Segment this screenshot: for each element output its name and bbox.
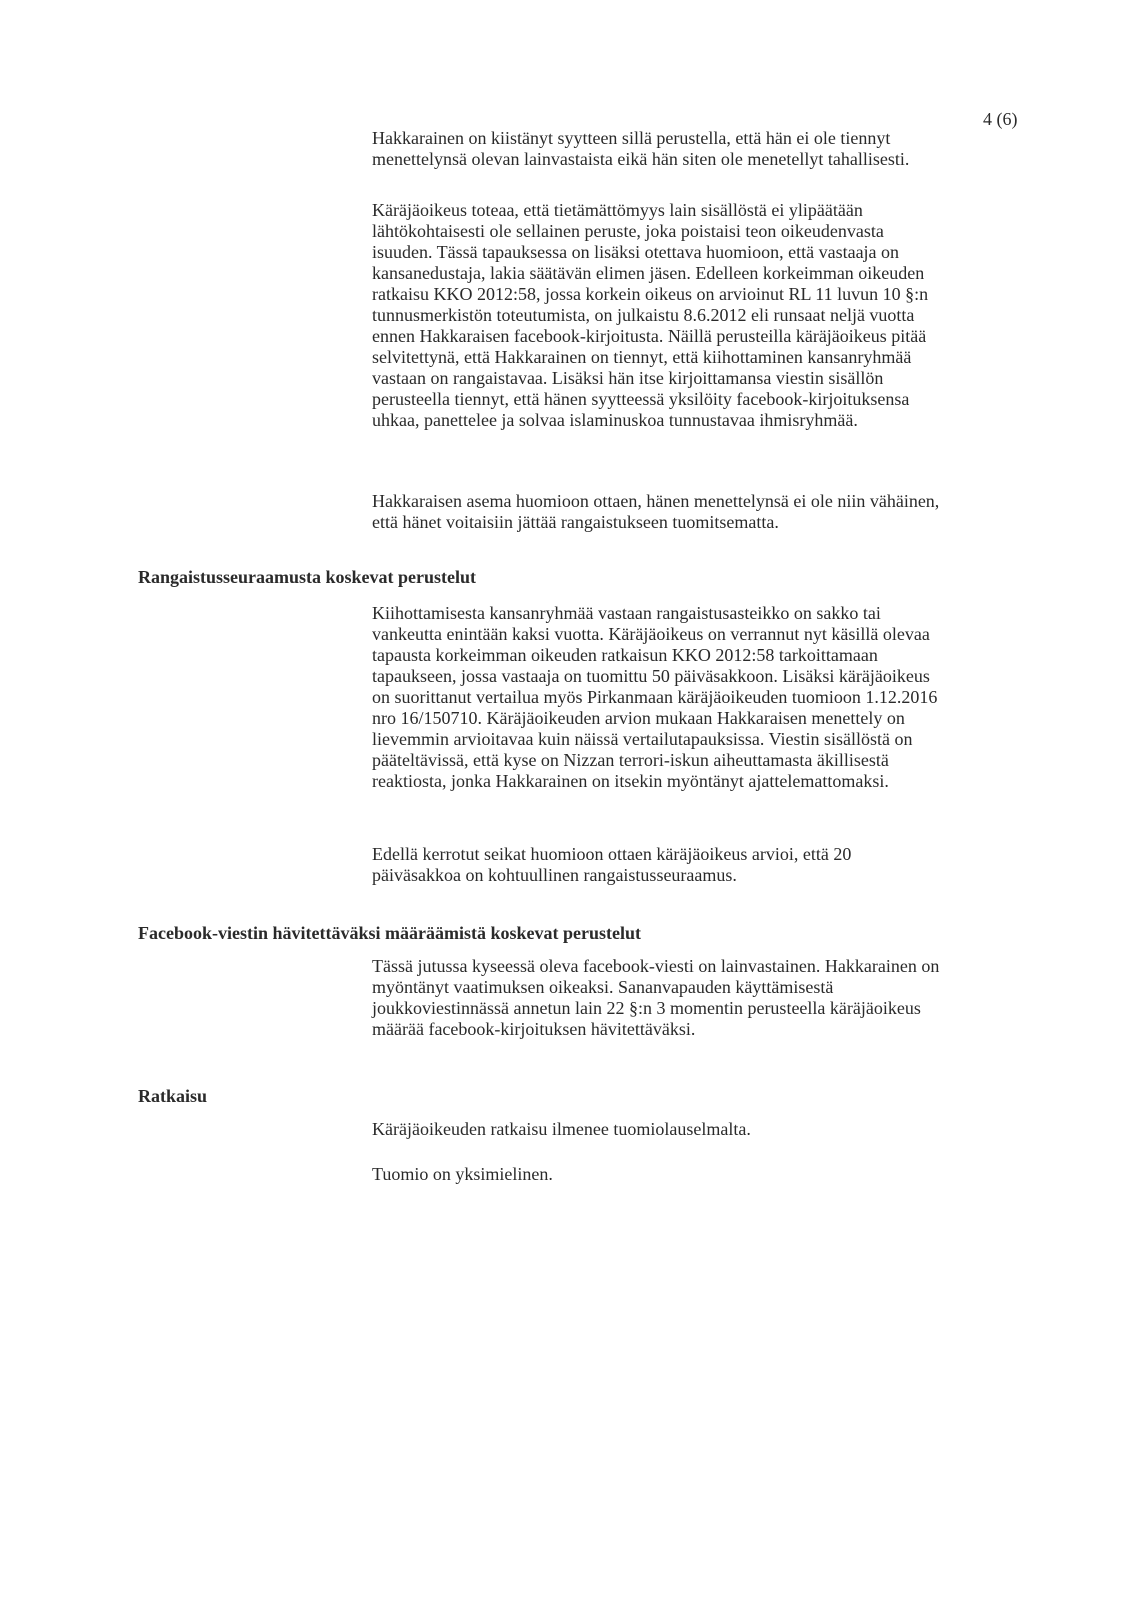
- paragraph-4: [372, 603, 1072, 792]
- paragraph-8: [372, 1164, 1072, 1185]
- text-line: lähtökohtaisesti ole sellainen peruste, joka poistaisi teon oikeudenvasta: [372, 221, 884, 241]
- paragraph-5: [372, 844, 1072, 886]
- text-line: kansanedustaja, lakia säätävän elimen jäsen. Edelleen korkeimman oikeuden: [372, 263, 925, 283]
- paragraph-7: [372, 1119, 1072, 1140]
- paragraph-2: [372, 200, 1072, 431]
- text-line: joukkoviestinnässä annetun lain 22 §:n 3 momentin perusteella käräjäoikeus: [372, 998, 921, 1018]
- text-line: myöntänyt vaatimuksen oikeaksi. Sananvapauden käyttämisestä: [372, 977, 834, 997]
- text-line: menettelynsä olevan lainvastaista eikä hän siten ole menetellyt tahallisesti.: [372, 149, 910, 169]
- text-line: Hakkarainen on kiistänyt syytteen sillä perustella, että hän ei ole tiennyt: [372, 128, 891, 148]
- text-line: määrää facebook-kirjoituksen hävitettäväksi.: [372, 1019, 696, 1039]
- text-line: uhkaa, panettelee ja solvaa islaminuskoa tunnustavaa ihmisryhmää.: [372, 410, 858, 430]
- paragraph-6: [372, 956, 1072, 1040]
- text-line: Hakkaraisen asema huomioon ottaen, hänen menettelynsä ei ole niin vähäinen,: [372, 491, 940, 511]
- text-line: nro 16/150710. Käräjäoikeuden arvion mukaan Hakkaraisen menettely on: [372, 708, 905, 728]
- text-line: reaktiosta, jonka Hakkarainen on itsekin myöntänyt ajattelemattomaksi.: [372, 771, 889, 791]
- paragraph-1: [372, 128, 1072, 170]
- page-number: 4 (6): [983, 109, 1018, 129]
- text-line: Edellä kerrotut seikat huomioon ottaen käräjäoikeus arvioi, että 20: [372, 844, 852, 864]
- text-line: pääteltävissä, että kyse on Nizzan terrori-iskun aiheuttamasta äkillisestä: [372, 750, 889, 770]
- text-line: päiväsakkoa on kohtuullinen rangaistusseuraamus.: [372, 865, 737, 885]
- text-line: perusteella tiennyt, että hänen syytteessä yksilöity facebook-kirjoituksensa: [372, 389, 910, 409]
- section-heading: Ratkaisu: [138, 1086, 208, 1106]
- text-line: ennen Hakkaraisen facebook-kirjoitusta. Näillä perusteilla käräjäoikeus pitää: [372, 326, 927, 346]
- text-line: että hänet voitaisiin jättää rangaistukseen tuomitsematta.: [372, 512, 779, 532]
- section-heading: Rangaistusseuraamusta koskevat perustelut: [138, 567, 477, 587]
- text-line: ratkaisu KKO 2012:58, jossa korkein oikeus on arvioinut RL 11 luvun 10 §:n: [372, 284, 929, 304]
- text-line: Tässä jutussa kyseessä oleva facebook-viesti on lainvastainen. Hakkarainen on: [372, 956, 940, 976]
- text-line: tunnusmerkistön toteutumista, on julkaistu 8.6.2012 eli runsaat neljä vuotta: [372, 305, 915, 325]
- paragraph-3: [372, 491, 1072, 533]
- text-line: tapausta korkeimman oikeuden ratkaisun KKO 2012:58 tarkoittamaan: [372, 645, 878, 665]
- text-line: Käräjäoikeuden ratkaisu ilmenee tuomiolauselmalta.: [372, 1119, 751, 1139]
- text-line: Käräjäoikeus toteaa, että tietämättömyys lain sisällöstä ei ylipäätään: [372, 200, 863, 220]
- text-line: Kiihottamisesta kansanryhmää vastaan rangaistusasteikko on sakko tai: [372, 603, 881, 623]
- text-line: lievemmin arvioitavaa kuin näissä vertailutapauksissa. Viestin sisällöstä on: [372, 729, 913, 749]
- text-line: selvitettynä, että Hakkarainen on tiennyt, että kiihottaminen kansanryhmää: [372, 347, 912, 367]
- text-line: vastaan on rangaistavaa. Lisäksi hän itse kirjoittamansa viestin sisällön: [372, 368, 884, 388]
- text-line: isuuden. Tässä tapauksessa on lisäksi otettava huomioon, että vastaaja on: [372, 242, 900, 262]
- text-line: Tuomio on yksimielinen.: [372, 1164, 553, 1184]
- text-line: vankeutta enintään kaksi vuotta. Käräjäoikeus on verrannut nyt käsillä olevaa: [372, 624, 930, 644]
- section-heading: Facebook-viestin hävitettäväksi määräämistä koskevat perustelut: [138, 923, 641, 943]
- text-line: on suorittanut vertailua myös Pirkanmaan käräjäoikeuden tuomioon 1.12.2016: [372, 687, 938, 707]
- text-line: tapaukseen, jossa vastaaja on tuomittu 50 päiväsakkoon. Lisäksi käräjäoikeus: [372, 666, 930, 686]
